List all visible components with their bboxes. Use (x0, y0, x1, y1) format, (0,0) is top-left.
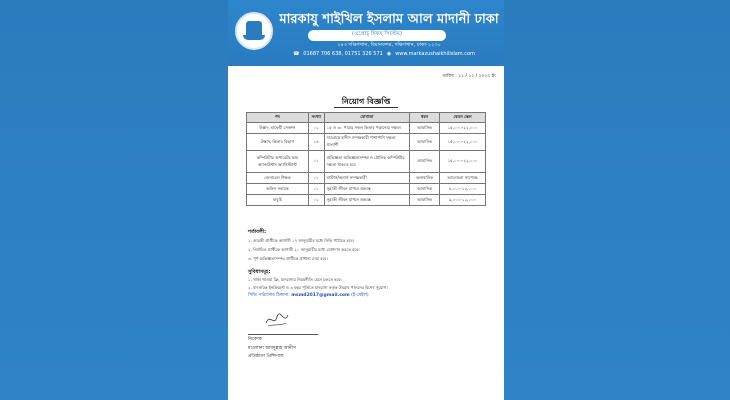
rule-item: ৩. পূর্ণ অভিজ্ঞতাসম্পন্ন প্রার্থীকে প্রাধান্য দেয়া হবে। (248, 256, 328, 261)
cell-type: আবাসিক (410, 184, 440, 195)
org-subtitle: (এপ্রোচ্ হিফয্ সিস্টেম) (352, 31, 402, 37)
email-address[interactable]: msmd2017@gmail.com (291, 293, 350, 298)
phone-icon: ☎ (293, 51, 300, 57)
table-row (247, 184, 486, 195)
cell-type: আবাসিক (410, 134, 440, 151)
cell-count: ০১ (308, 123, 324, 134)
cell-salary: ৮,০০০-১২,০০০ (440, 184, 486, 195)
phone-numbers: 01687 706 638, 01751 326 571 (303, 51, 383, 57)
cell-post: অফিস সহায়ক (247, 184, 309, 195)
cell-type: আবাসিক (410, 123, 440, 134)
col-header-post: পদ (247, 113, 309, 123)
signatory-title: প্রতিষ্ঠাতা প্রিন্সিপাল (248, 354, 284, 359)
cell-qualification: সুন্নাতী জীবন যাপনে অভ্যস্ত (324, 195, 410, 206)
cell-qualification: দাওরায়ে হাদীস সম্পন্নকারী পাশাপাশি দক্ষতা প্রত্যাশী (324, 134, 410, 151)
cell-salary: আলোচনা সাপেক্ষে (440, 173, 486, 184)
cell-qualification: ১৫ ও ৩০ পারার সকল কিতাব পড়ানোর দক্ষতা (324, 123, 410, 134)
email-line (248, 292, 369, 299)
notice-document (228, 0, 504, 400)
website: www.markazushaikhilislam.com (395, 51, 475, 57)
org-address: ২৪৩ দক্ষিণখান, বিমানবন্দর, দক্ষিণখান, ঢাকা-১২৩০ (337, 42, 441, 48)
cell-post: জেনারেল শিক্ষক (247, 173, 309, 184)
cell-salary: ১৫,০০০-২২,০০০ (440, 134, 486, 151)
vacancy-table (246, 112, 486, 206)
madrasa-logo-icon (235, 12, 273, 50)
benefit-item: ১. থাকা খাওয়া ফ্রি, মাদরাসার নিয়মনীতি মেনে চলতে হবে। (248, 277, 342, 282)
benefits-title: সুবিধাসমূহ: (248, 269, 271, 275)
cell-count: ০১ (308, 195, 324, 206)
title-underline (334, 107, 398, 108)
org-name: মারকাযু শাইখিল ইসলাম আল মাদানী ঢাকা (279, 12, 499, 27)
cell-post: কম্পিউটার অপারেটর কাম অ্যাকাউন্টস অ্যাসিস্ট্যান্ট (247, 151, 309, 173)
cell-qualification: মাস্টার্স/অনার্স সম্পন্নকারী (324, 173, 410, 184)
rule-item: ২. নির্বাচিত প্রার্থীকে আগামী ২০ জানুয়ারীর মধ্যে যোগদান করতে হবে। (248, 247, 360, 252)
globe-icon: ◉ (386, 51, 392, 57)
table-header-row (247, 113, 486, 123)
table-row (247, 173, 486, 184)
email-suffix: (ই-মেইল) (351, 293, 369, 298)
notice-title: নিয়োগ বিজ্ঞপ্তি (341, 96, 391, 106)
cell-count: ০১ (308, 151, 324, 173)
col-header-qualification: যোগ্যতা (324, 113, 410, 123)
signature-scribble (264, 311, 290, 329)
cell-qualification: অভিজ্ঞতা অভিজ্ঞতাসম্পন্ন ও মৌলিক কম্পিউটার দক্ষতা থাকতে হবে (324, 151, 410, 173)
cell-type: আবাসিক (410, 151, 440, 173)
cell-post: উস্তাদ, হাফেযী সেকশন (247, 123, 309, 134)
cell-type: অনাবাসিক (410, 173, 440, 184)
cell-qualification: সুন্নাতী জীবন যাপনে অভ্যস্ত (324, 184, 410, 195)
background-right (504, 0, 730, 400)
col-header-salary: বেতন স্কেল (440, 113, 486, 123)
table-row (247, 151, 486, 173)
contact-row (268, 51, 500, 57)
cell-count: ০১ (308, 173, 324, 184)
background-left (0, 0, 228, 400)
email-prefix: সিভি পাঠানোর ঠিকানা: (248, 293, 290, 298)
cell-salary: ১৫,০০০-২২,০০০ (440, 123, 486, 134)
letterhead-banner (228, 0, 504, 66)
benefit-item: ২. বাৎসরিক ইনক্রিমেন্ট ও ৩ বছর পূর্তিতে মাদরাসা কর্তৃক উমরাহ পালনের বিশেষ সুযোগ। (248, 285, 388, 290)
cell-post: বাবুর্চি (247, 195, 309, 206)
cell-count: ০১ (308, 184, 324, 195)
col-header-type: ধরন (410, 113, 440, 123)
rule-item: ১. আগ্রহী প্রার্থীকে আগামী ১৭ জানুয়ারীর মধ্যে সিভি পাঠাতে হবে। (248, 238, 354, 243)
cell-count: ০৪ (308, 134, 324, 151)
signature-line (248, 334, 318, 335)
rules-title: শর্তাবলী: (248, 229, 267, 235)
cell-type: আবাসিক (410, 195, 440, 206)
cell-salary: ৯,০০০-১২,০০০ (440, 195, 486, 206)
signature-label: নিবেদক (248, 337, 262, 342)
cell-salary: ১৫,০০০-২২,০০০ (440, 151, 486, 173)
cell-post: উস্তাদ, কিতাব বিভাগ (247, 134, 309, 151)
signatory-name: মাওলানা আবদুল্লাহ আনীস (248, 346, 296, 351)
table-row (247, 134, 486, 151)
notice-date: তারিখ : ১১ / ১২ / ২০২৩ ইং (442, 74, 496, 79)
col-header-count: সংখ্যা (308, 113, 324, 123)
table-row (247, 123, 486, 134)
table-row (247, 195, 486, 206)
